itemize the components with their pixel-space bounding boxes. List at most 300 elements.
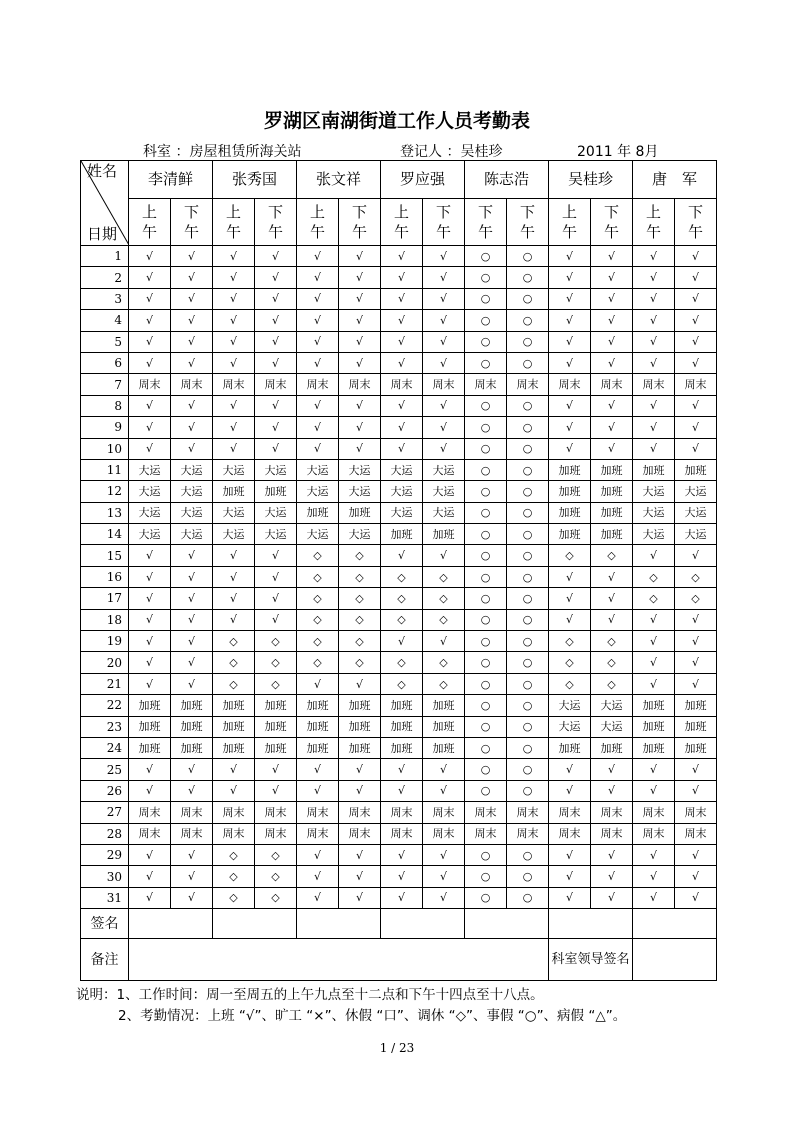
half-day-char-bottom: 午 xyxy=(225,223,241,242)
attendance-mark: 加班 xyxy=(129,737,171,758)
attendance-mark: ◇ xyxy=(381,673,423,694)
attendance-mark: 加班 xyxy=(339,716,381,737)
attendance-mark: 周末 xyxy=(381,823,423,844)
day-row xyxy=(81,609,717,630)
attendance-mark: 加班 xyxy=(339,695,381,716)
attendance-mark: 周末 xyxy=(549,802,591,823)
attendance-mark: √ xyxy=(591,588,633,609)
attendance-mark: ◇ xyxy=(339,609,381,630)
day-row xyxy=(81,267,717,288)
day-row xyxy=(81,288,717,309)
attendance-mark: √ xyxy=(297,288,339,309)
attendance-mark: √ xyxy=(129,417,171,438)
attendance-mark: √ xyxy=(171,545,213,566)
attendance-mark: 周末 xyxy=(591,823,633,844)
attendance-mark: ◇ xyxy=(255,887,297,908)
page-number: 1 / 23 xyxy=(379,1041,415,1055)
attendance-mark: ○ xyxy=(465,352,507,373)
attendance-mark: 加班 xyxy=(381,716,423,737)
attendance-mark: √ xyxy=(591,288,633,309)
page-title: 罗湖区南湖街道工作人员考勤表 xyxy=(263,110,530,132)
attendance-mark: √ xyxy=(129,566,171,587)
attendance-mark: 加班 xyxy=(675,737,717,758)
attendance-mark: √ xyxy=(675,844,717,865)
attendance-mark: 大运 xyxy=(255,502,297,523)
attendance-mark: 周末 xyxy=(381,374,423,395)
attendance-mark: √ xyxy=(213,417,255,438)
signature-cell xyxy=(297,909,381,939)
attendance-mark: √ xyxy=(171,331,213,352)
day-row xyxy=(81,802,717,823)
half-day-char-top: 上 xyxy=(645,203,661,222)
attendance-mark: 大运 xyxy=(381,502,423,523)
attendance-mark: √ xyxy=(339,759,381,780)
day-row xyxy=(81,887,717,908)
attendance-mark: 周末 xyxy=(213,802,255,823)
attendance-mark: √ xyxy=(633,395,675,416)
attendance-mark: ◇ xyxy=(591,652,633,673)
attendance-mark: √ xyxy=(423,887,465,908)
attendance-mark: √ xyxy=(549,887,591,908)
day-row xyxy=(81,737,717,758)
attendance-mark: ◇ xyxy=(549,545,591,566)
leader-sign-label: 科室领导签名 xyxy=(549,939,633,981)
attendance-mark: √ xyxy=(339,267,381,288)
attendance-mark: √ xyxy=(255,545,297,566)
attendance-mark: ○ xyxy=(465,759,507,780)
attendance-mark: 加班 xyxy=(381,524,423,545)
day-row xyxy=(81,695,717,716)
attendance-mark: ○ xyxy=(465,866,507,887)
attendance-mark: 周末 xyxy=(507,374,549,395)
attendance-mark: √ xyxy=(633,310,675,331)
attendance-mark: 加班 xyxy=(297,502,339,523)
attendance-mark: 加班 xyxy=(591,459,633,480)
attendance-mark: √ xyxy=(675,331,717,352)
day-row xyxy=(81,246,717,267)
attendance-mark: √ xyxy=(339,395,381,416)
attendance-mark: ○ xyxy=(507,866,549,887)
attendance-mark: √ xyxy=(297,887,339,908)
day-row xyxy=(81,866,717,887)
recorder-label: 登记人 ：吴桂珍 xyxy=(400,144,503,160)
attendance-mark: ○ xyxy=(507,502,549,523)
half-day-char-bottom: 午 xyxy=(183,223,199,242)
signature-cell xyxy=(633,909,717,939)
attendance-mark: ◇ xyxy=(297,588,339,609)
attendance-mark: √ xyxy=(591,246,633,267)
attendance-mark: √ xyxy=(129,631,171,652)
attendance-mark: ○ xyxy=(507,759,549,780)
attendance-mark: ◇ xyxy=(297,652,339,673)
half-day-label xyxy=(213,199,255,246)
attendance-mark: √ xyxy=(129,545,171,566)
half-day-char-bottom: 午 xyxy=(309,223,325,242)
attendance-mark: 大运 xyxy=(297,459,339,480)
attendance-mark: 周末 xyxy=(465,823,507,844)
attendance-mark: ○ xyxy=(507,310,549,331)
attendance-mark: √ xyxy=(129,609,171,630)
attendance-mark: √ xyxy=(297,267,339,288)
attendance-mark: √ xyxy=(339,352,381,373)
attendance-mark: 周末 xyxy=(255,374,297,395)
attendance-mark: √ xyxy=(549,267,591,288)
attendance-mark: 加班 xyxy=(675,459,717,480)
attendance-mark: 周末 xyxy=(675,802,717,823)
attendance-mark: √ xyxy=(675,352,717,373)
attendance-mark: 加班 xyxy=(297,737,339,758)
attendance-mark: √ xyxy=(255,352,297,373)
attendance-mark: ◇ xyxy=(297,566,339,587)
attendance-mark: √ xyxy=(633,609,675,630)
attendance-mark: ◇ xyxy=(591,545,633,566)
attendance-mark: 大运 xyxy=(633,502,675,523)
attendance-mark: √ xyxy=(171,352,213,373)
attendance-mark: √ xyxy=(297,352,339,373)
attendance-mark: 大运 xyxy=(255,459,297,480)
attendance-mark: √ xyxy=(129,673,171,694)
day-number: 16 xyxy=(81,566,129,587)
attendance-mark: ○ xyxy=(507,588,549,609)
attendance-mark: 加班 xyxy=(213,737,255,758)
half-day-char-bottom: 午 xyxy=(561,223,577,242)
attendance-mark: ○ xyxy=(465,566,507,587)
attendance-mark: 大运 xyxy=(381,459,423,480)
attendance-mark: √ xyxy=(213,545,255,566)
attendance-mark: √ xyxy=(549,780,591,801)
attendance-mark: √ xyxy=(339,417,381,438)
attendance-mark: √ xyxy=(381,352,423,373)
attendance-table xyxy=(80,160,717,981)
attendance-mark: √ xyxy=(633,759,675,780)
attendance-mark: ◇ xyxy=(423,566,465,587)
corner-name-label: 姓名 xyxy=(87,162,118,180)
attendance-mark: ○ xyxy=(465,524,507,545)
attendance-mark: √ xyxy=(591,310,633,331)
attendance-mark: ◇ xyxy=(549,673,591,694)
attendance-mark: 大运 xyxy=(339,459,381,480)
half-day-char-top: 上 xyxy=(393,203,409,222)
notes-line-1: 说明：1、工作时间：周一至周五的上午九点至十二点和下午十四点至十八点。 xyxy=(76,987,544,1003)
attendance-mark: ○ xyxy=(507,566,549,587)
attendance-mark: √ xyxy=(255,780,297,801)
attendance-mark: √ xyxy=(171,780,213,801)
attendance-mark: √ xyxy=(633,246,675,267)
attendance-mark: 周末 xyxy=(339,802,381,823)
attendance-mark: √ xyxy=(591,780,633,801)
attendance-mark: 加班 xyxy=(423,524,465,545)
attendance-mark: 周末 xyxy=(507,802,549,823)
attendance-mark: ◇ xyxy=(213,652,255,673)
attendance-mark: √ xyxy=(129,780,171,801)
attendance-mark: √ xyxy=(129,310,171,331)
attendance-mark: ○ xyxy=(507,631,549,652)
attendance-mark: ○ xyxy=(465,716,507,737)
attendance-mark: √ xyxy=(255,566,297,587)
attendance-mark: ◇ xyxy=(297,631,339,652)
attendance-mark: √ xyxy=(381,759,423,780)
attendance-mark: ◇ xyxy=(255,844,297,865)
attendance-mark: 加班 xyxy=(381,737,423,758)
attendance-mark: ○ xyxy=(465,780,507,801)
attendance-mark: √ xyxy=(213,331,255,352)
day-number: 26 xyxy=(81,780,129,801)
attendance-mark: √ xyxy=(675,310,717,331)
attendance-mark: √ xyxy=(633,866,675,887)
attendance-mark: ◇ xyxy=(255,673,297,694)
attendance-mark: 加班 xyxy=(591,502,633,523)
attendance-mark: √ xyxy=(633,417,675,438)
attendance-mark: 加班 xyxy=(549,524,591,545)
half-day-char-bottom: 午 xyxy=(645,223,661,242)
day-number: 20 xyxy=(81,652,129,673)
day-number: 14 xyxy=(81,524,129,545)
attendance-mark: 加班 xyxy=(633,695,675,716)
day-number: 2 xyxy=(81,267,129,288)
half-day-label xyxy=(591,199,633,246)
attendance-mark: √ xyxy=(297,673,339,694)
attendance-mark: √ xyxy=(255,310,297,331)
attendance-mark: 大运 xyxy=(129,524,171,545)
attendance-mark: √ xyxy=(129,887,171,908)
attendance-mark: 大运 xyxy=(675,524,717,545)
day-number: 27 xyxy=(81,802,129,823)
attendance-mark: √ xyxy=(213,352,255,373)
attendance-mark: √ xyxy=(171,417,213,438)
half-day-char-bottom: 午 xyxy=(141,223,157,242)
attendance-mark: ○ xyxy=(507,395,549,416)
attendance-mark: √ xyxy=(255,288,297,309)
day-number: 11 xyxy=(81,459,129,480)
employee-name: 唐 军 xyxy=(633,161,717,199)
attendance-mark: √ xyxy=(171,246,213,267)
attendance-mark: 大运 xyxy=(423,502,465,523)
day-row xyxy=(81,652,717,673)
signature-label: 签名 xyxy=(81,909,129,939)
attendance-mark: ◇ xyxy=(255,652,297,673)
attendance-mark: √ xyxy=(171,267,213,288)
attendance-mark: 加班 xyxy=(213,695,255,716)
attendance-mark: √ xyxy=(339,844,381,865)
attendance-mark: √ xyxy=(213,395,255,416)
half-day-char-top: 上 xyxy=(225,203,241,222)
half-day-char-top: 上 xyxy=(561,203,577,222)
employee-name: 陈志浩 xyxy=(465,161,549,199)
attendance-mark: 大运 xyxy=(297,481,339,502)
attendance-mark: ○ xyxy=(507,844,549,865)
attendance-mark: ◇ xyxy=(339,631,381,652)
attendance-mark: 周末 xyxy=(297,823,339,844)
employee-name: 吴桂珍 xyxy=(549,161,633,199)
attendance-mark: √ xyxy=(591,267,633,288)
attendance-mark: √ xyxy=(675,395,717,416)
half-day-label xyxy=(633,199,675,246)
attendance-mark: 大运 xyxy=(171,481,213,502)
attendance-mark: ○ xyxy=(465,395,507,416)
attendance-mark: √ xyxy=(171,652,213,673)
attendance-mark: ○ xyxy=(507,246,549,267)
attendance-mark: √ xyxy=(171,609,213,630)
attendance-mark: ○ xyxy=(507,609,549,630)
attendance-mark: 周末 xyxy=(381,802,423,823)
attendance-mark: √ xyxy=(213,588,255,609)
attendance-mark: ◇ xyxy=(591,631,633,652)
attendance-mark: √ xyxy=(129,866,171,887)
day-number: 10 xyxy=(81,438,129,459)
attendance-mark: √ xyxy=(423,246,465,267)
attendance-mark: √ xyxy=(423,759,465,780)
attendance-mark: √ xyxy=(129,288,171,309)
attendance-mark: √ xyxy=(549,588,591,609)
attendance-mark: √ xyxy=(381,545,423,566)
day-row xyxy=(81,331,717,352)
attendance-mark: ○ xyxy=(507,459,549,480)
attendance-mark: 加班 xyxy=(255,481,297,502)
attendance-mark: √ xyxy=(633,844,675,865)
attendance-mark: √ xyxy=(381,631,423,652)
attendance-mark: ◇ xyxy=(213,866,255,887)
attendance-mark: 周末 xyxy=(171,374,213,395)
attendance-mark: 大运 xyxy=(381,481,423,502)
attendance-mark: ◇ xyxy=(549,631,591,652)
attendance-mark: 加班 xyxy=(297,716,339,737)
attendance-mark: √ xyxy=(129,652,171,673)
attendance-mark: 大运 xyxy=(549,695,591,716)
attendance-mark: ○ xyxy=(507,524,549,545)
day-number: 18 xyxy=(81,609,129,630)
attendance-mark: √ xyxy=(213,438,255,459)
attendance-mark: √ xyxy=(423,310,465,331)
attendance-mark: √ xyxy=(423,545,465,566)
attendance-mark: ○ xyxy=(507,652,549,673)
corner-date-label: 日期 xyxy=(87,225,118,243)
attendance-mark: √ xyxy=(549,438,591,459)
attendance-mark: 大运 xyxy=(339,481,381,502)
attendance-mark: ○ xyxy=(465,545,507,566)
attendance-mark: ○ xyxy=(465,631,507,652)
attendance-mark: ◇ xyxy=(297,609,339,630)
day-row xyxy=(81,524,717,545)
attendance-mark: 大运 xyxy=(633,481,675,502)
attendance-mark: 周末 xyxy=(171,802,213,823)
attendance-mark: ○ xyxy=(507,438,549,459)
half-day-char-bottom: 午 xyxy=(603,223,619,242)
attendance-mark: 周末 xyxy=(339,374,381,395)
day-number: 4 xyxy=(81,310,129,331)
attendance-mark: √ xyxy=(171,566,213,587)
attendance-mark: 周末 xyxy=(591,802,633,823)
attendance-mark: ◇ xyxy=(423,609,465,630)
attendance-mark: √ xyxy=(549,417,591,438)
attendance-mark: ○ xyxy=(507,288,549,309)
attendance-mark: ◇ xyxy=(213,887,255,908)
day-row xyxy=(81,374,717,395)
attendance-mark: √ xyxy=(591,609,633,630)
attendance-mark: ◇ xyxy=(213,631,255,652)
attendance-mark: ○ xyxy=(465,331,507,352)
attendance-mark: √ xyxy=(129,352,171,373)
attendance-mark: ◇ xyxy=(213,673,255,694)
half-day-label xyxy=(255,199,297,246)
day-row xyxy=(81,352,717,373)
attendance-mark: √ xyxy=(633,352,675,373)
attendance-mark: 大运 xyxy=(423,481,465,502)
attendance-mark: 加班 xyxy=(213,481,255,502)
attendance-mark: 周末 xyxy=(633,374,675,395)
corner-cell xyxy=(81,161,129,246)
attendance-mark: √ xyxy=(381,395,423,416)
attendance-mark: √ xyxy=(423,288,465,309)
attendance-mark: √ xyxy=(381,288,423,309)
attendance-mark: √ xyxy=(675,887,717,908)
attendance-mark: √ xyxy=(171,395,213,416)
attendance-mark: 加班 xyxy=(549,502,591,523)
day-row xyxy=(81,545,717,566)
remarks-row xyxy=(81,939,717,981)
attendance-mark: ◇ xyxy=(549,652,591,673)
attendance-mark: 周末 xyxy=(255,823,297,844)
attendance-mark: 加班 xyxy=(213,716,255,737)
attendance-mark: √ xyxy=(549,866,591,887)
attendance-mark: √ xyxy=(381,866,423,887)
attendance-mark: 大运 xyxy=(213,459,255,480)
attendance-mark: √ xyxy=(339,331,381,352)
attendance-mark: √ xyxy=(633,288,675,309)
half-day-label xyxy=(549,199,591,246)
attendance-mark: √ xyxy=(171,844,213,865)
attendance-mark: √ xyxy=(129,844,171,865)
year-value: 2011 xyxy=(577,144,613,160)
attendance-mark: √ xyxy=(297,331,339,352)
attendance-mark: √ xyxy=(129,267,171,288)
attendance-mark: 大运 xyxy=(213,524,255,545)
attendance-mark: √ xyxy=(381,438,423,459)
attendance-mark: √ xyxy=(675,288,717,309)
attendance-mark: 加班 xyxy=(255,716,297,737)
half-day-char-bottom: 午 xyxy=(267,223,283,242)
day-row xyxy=(81,631,717,652)
attendance-mark: √ xyxy=(675,673,717,694)
attendance-mark: √ xyxy=(423,438,465,459)
attendance-mark: 大运 xyxy=(255,524,297,545)
attendance-mark: √ xyxy=(297,246,339,267)
attendance-mark: ◇ xyxy=(591,673,633,694)
attendance-mark: ◇ xyxy=(423,652,465,673)
attendance-mark: 大运 xyxy=(675,481,717,502)
attendance-mark: √ xyxy=(381,246,423,267)
attendance-mark: √ xyxy=(591,417,633,438)
attendance-mark: ○ xyxy=(507,545,549,566)
attendance-mark: √ xyxy=(591,844,633,865)
attendance-mark: 周末 xyxy=(255,802,297,823)
attendance-mark: √ xyxy=(297,844,339,865)
day-row xyxy=(81,310,717,331)
attendance-mark: √ xyxy=(129,395,171,416)
attendance-mark: √ xyxy=(255,246,297,267)
attendance-mark: √ xyxy=(255,609,297,630)
attendance-mark: 加班 xyxy=(255,695,297,716)
attendance-mark: ◇ xyxy=(633,588,675,609)
notes-line-2: 2、考勤情况：上班 “√”、旷工 “×”、休假 “口”、调休 “◇”、事假 “○”、病假 “△”。 xyxy=(118,1008,627,1024)
attendance-mark: ○ xyxy=(465,588,507,609)
name-header-row xyxy=(81,161,717,199)
attendance-mark: ◇ xyxy=(339,566,381,587)
attendance-mark: ○ xyxy=(465,481,507,502)
day-number: 5 xyxy=(81,331,129,352)
attendance-mark: 周末 xyxy=(213,823,255,844)
attendance-mark: √ xyxy=(297,310,339,331)
attendance-mark: √ xyxy=(591,887,633,908)
